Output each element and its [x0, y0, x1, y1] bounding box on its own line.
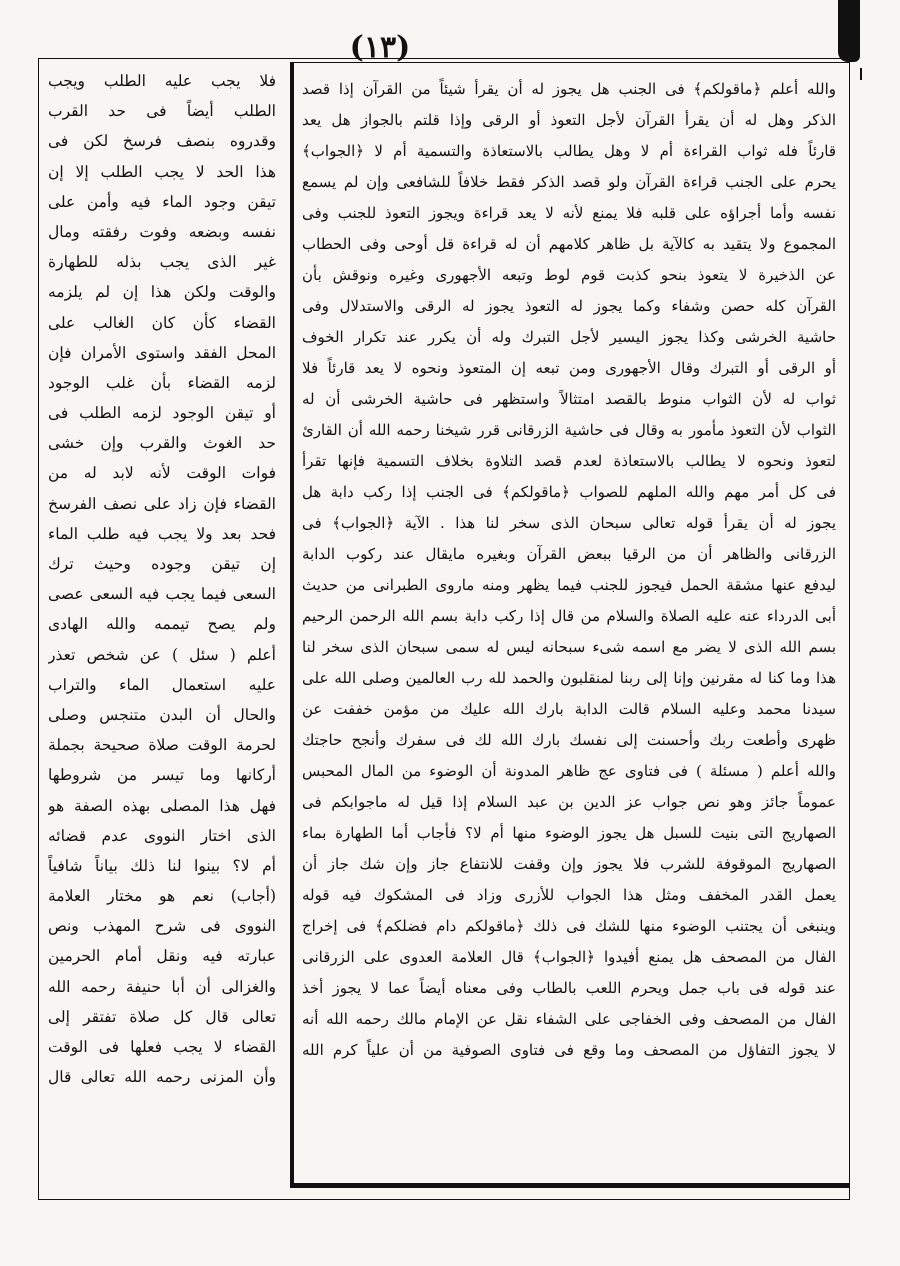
side-column-line: القضاء كأن كان الغالب على	[48, 313, 276, 332]
side-column-line: المحل الفقد واستوى الأمران فإن	[48, 343, 276, 362]
main-column-line: الذكر وهل له أن يقرأ القرآن لأجل التعوذ أو الرقى وإذا قلتم بالجواز هل يعد	[302, 111, 836, 129]
side-column-line: أو تيقن الوجود لزمه الطلب فى	[48, 404, 276, 423]
side-column-line: فوات الوقت لأنه لابد له من	[48, 464, 276, 483]
main-column-line: ليدفع عنها مشقة الحمل فيجوز للجنب فيما يظهر ومنه ماروى الطبرانى من حديث	[302, 576, 836, 594]
main-column-line: لا يجوز التفاؤل من المصحف وما وقع فى فتاوى الصوفية من أن علياً كرم الله	[302, 1041, 836, 1059]
side-column-line: والغزالى أن أبا حنيفة رحمه الله	[48, 977, 276, 996]
side-column-line: نفسه وبضعه وفوت رفقته ومال	[48, 222, 276, 241]
side-column-line: (أجاب) نعم هو مختار العلامة	[48, 887, 276, 906]
side-column-line: أم لا؟ بينوا لنا ذلك بياناً شافياً	[48, 856, 276, 875]
main-column-line: وينبغى أن يجتنب الوضوء منها للشك فى ذلك ﴿ماقولكم دام فضلكم﴾ فى إخراج	[302, 917, 836, 935]
page-number: (١٣)	[349, 30, 411, 65]
side-column-line: القضاء لا يجب فعلها فى الوقت	[48, 1038, 276, 1056]
main-column-line: الصهاريج التى بنيت للسبل هل يجوز الوضوء منها أم لا؟ فأجاب أما الطهارة بماء	[302, 824, 836, 842]
bottom-rule	[290, 1183, 850, 1188]
main-column-line: الثواب لأن التعوذ مأمور به وقال فى حاشية الزرقانى قرر شيخنا رحمه الله أن القارئ	[302, 421, 836, 439]
side-column-line: إن تيقن وجوده وحيث ترك	[48, 555, 276, 573]
side-column-text	[48, 66, 276, 1092]
side-column-line: الذى اختار النووى عدم قضائه	[48, 826, 276, 845]
side-column-line: تعالى قال كل صلاة تفتقر إلى	[48, 1007, 276, 1026]
side-column-line: القضاء فإن زاد على نصف الفرسخ	[48, 494, 276, 513]
side-column-line: فحد بعد ولا يجب فيه طلب الماء	[48, 524, 276, 543]
side-column-line: حد الغوث والقرب وإن خشى	[48, 434, 276, 453]
main-column-line: والله أعلم ﴿ماقولكم﴾ فى الجنب هل يجوز له أن يقرأ شيئاً من القرآن إذا قصد	[302, 80, 836, 98]
main-column-line: ثواب له لأن الثواب منوط بالقصد امتثالاً واستظهر فى حاشية الخرشى أن له	[302, 390, 836, 408]
main-column-text	[302, 74, 836, 1066]
main-column-line: نفسه وأما أجراؤه على قلبه فلا يمنع لأنه لا يعد قراءة ويجوز التعوذ للجنب وفى	[302, 204, 836, 222]
main-column-line: عموماً جائز وهو نص جواب عز الدين بن عبد السلام إذا قيل له ماجوابكم فى	[302, 793, 836, 811]
main-column-line: قارئاً فله ثواب القراءة أم لا وهل يطالب بالاستعاذة والتسمية أم لا ﴿الجواب﴾	[302, 142, 836, 160]
main-column-line: والله أعلم ( مسئلة ) فى فتاوى عج ظاهر المدونة أن الوضوء من المال المحبس	[302, 762, 836, 780]
main-column-line: أو الرقى أو التبرك وقال الأجهورى ومن تبعه إن المتعوذ ونحوه لا يعد قارئاً فلا	[302, 359, 836, 377]
main-column-line: هذا وما كنا له مقرنين وإنا إلى ربنا لمنقلبون والحمد لله رب العالمين وصلى الله على	[302, 669, 836, 687]
main-column-line: يحرم على الجنب قراءة القرآن ولو قصد الذكر فقط خلافاً للشافعى وإن لم يسمع	[302, 173, 836, 191]
side-column-line: ولم يصح تيممه والله الهادى	[48, 615, 276, 634]
side-column-line: أركانها وما تيسر من شروطها	[48, 766, 276, 785]
main-column-line: لتعوذ ونحوه لا يطالب بالاستعاذة لعدم قصد التلاوة بخلاف التسمية فإنها تقرأ	[302, 452, 836, 470]
side-column-line: غير الذى يجب بذله للطهارة	[48, 253, 276, 272]
side-column-line: السعى فيما يجب فيه السعى عصى	[48, 585, 276, 604]
main-column-line: القرآن كله حصن وشفاء وكما يجوز له التعوذ يجوز له الرقى والاستدلال وفى	[302, 297, 836, 315]
main-column-line: المجموع ولا يتقيد به كالآية بل ظاهر كلامهم أن له قراءة قل أوحى وفى الحطاب	[302, 235, 836, 253]
main-column-line: بسم الله الذى لا يضر مع اسمه شىء سبحانه ليس له سمى سبحان الذى سخر لنا	[302, 638, 836, 656]
main-column-line: الفال من المصحف وفى الخفاجى على الشفاء نقل عن الإمام مالك رحمه الله أنه	[302, 1010, 836, 1028]
side-column-line: النووى فى شرح المهذب ونص	[48, 917, 276, 936]
main-column-line: يعمل القدر المخفف ومثل هذا الجواب للأزرى وزاد فى المشكوك فيه قوله	[302, 886, 836, 904]
side-column-line: هذا الحد لا يجب الطلب إلا إن	[48, 162, 276, 181]
side-column-line: الطلب أيضاً فى حد القرب	[48, 102, 276, 121]
main-column-line: حاشية الخرشى وكذا يجوز اليسير لأجل التبرك وله أن يكرر عند تكرار الخوف	[302, 328, 836, 346]
main-column-line: عند قوله فى باب جمل ويحرم اللعب بالطاب وفى معناه أيضاً عما لا يجوز أخذ	[302, 979, 836, 997]
side-column-line: وقدروه بنصف فرسخ لكن فى	[48, 132, 276, 151]
main-column-line: عن الذخيرة لا يتعوذ بنحو كذبت قوم لوط وتبعه الأجهورى وغيره ونوقش بأن	[302, 266, 836, 284]
main-column-line: أبى الدرداء عنه عليه الصلاة والسلام من قال إذا ركب دابة بسم الله الرحمن الرحيم	[302, 607, 836, 625]
main-column-line: فى كل أمر مهم والله الملهم للصواب ﴿ماقولكم﴾ فى الجنب إذا ركب دابة هل	[302, 483, 836, 501]
side-column-line: عبارته فيه ونقل أمام الحرمين	[48, 947, 276, 966]
binding-edge-mark	[838, 0, 860, 62]
side-column-line: أعلم ( سئل ) عن شخص تعذر	[48, 645, 276, 664]
main-column-line: ظهرى وأطعت ربك وأحسنت إلى نفسك بارك الله لك فى سفرك وأنجح حاجتك	[302, 731, 836, 749]
side-column-line: تيقن وجود الماء فيه وأمن على	[48, 192, 276, 211]
side-column-line: فهل هذا المصلى بهذه الصفة هو	[48, 796, 276, 815]
main-column-line: سيدنا محمد وعليه السلام قالت الدابة بارك الله عليك من مؤمن خففت عن	[302, 700, 836, 718]
side-column-line: عليه استعمال الماء والتراب	[48, 675, 276, 694]
side-column-line: والوقت ولكن هذا إن لم يلزمه	[48, 283, 276, 302]
side-column-line: فلا يجب عليه الطلب ويجب	[48, 72, 276, 90]
main-column-line: الصهاريج الموقوفة للشرب فلا يجوز وإن وقفت للانتفاع جاز وإن شك جاز أن	[302, 855, 836, 873]
side-column-line: لزمه القضاء بأن غلب الوجود	[48, 373, 276, 392]
side-column-line: وأن المزنى رحمه الله تعالى قال	[48, 1068, 276, 1087]
side-column-line: لحرمة الوقت صلاة صحيحة بجملة	[48, 736, 276, 755]
side-column-line: والحال أن البدن متنجس وصلى	[48, 705, 276, 724]
main-column-line: يجوز له أن يقرأ قوله تعالى سبحان الذى سخر لنا هذا . الآية ﴿الجواب﴾ فى	[302, 514, 836, 532]
main-column-line: الفال من المصحف هل يمنع أفيدوا ﴿الجواب﴾ قال العلامة العدوى على الزرقانى	[302, 948, 836, 966]
main-column-line: الزرقانى والظاهر أن من الرقيا ببعض القرآن وبغيره مايقال عند ركوب الدابة	[302, 545, 836, 563]
